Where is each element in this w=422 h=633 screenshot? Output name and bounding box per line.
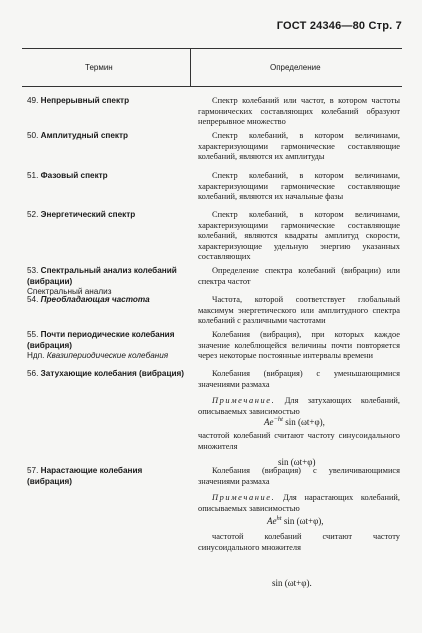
term-57: 57. Нарастающие колебания (вибрация): [27, 466, 143, 486]
page-header: ГОСТ 24346—80 Стр. 7: [276, 20, 402, 32]
definition-52: Спектр колебаний, в котором величинами, характеризующими гармонические составляющие колебаний, являются квадраты амплитуд скорости, характеризующие удельную энергию указанных составляющих: [198, 210, 400, 261]
definition-51: Спектр колебаний, в котором величинами, характеризующими гармонические составляющие колебаний, являются их начальные фазы: [198, 171, 400, 201]
term-54: 54. Преобладающая частота: [27, 295, 150, 304]
definition-55: Колебания (вибрация), при которых каждое значение колеблющейся величины почти повторяется через некоторые постоянные интервалы времени: [198, 330, 400, 360]
term-56: 56. Затухающие колебания (вибрация): [27, 369, 185, 378]
term-51: 51. Фазовый спектр: [27, 171, 108, 180]
column-header-definition: Определение: [270, 63, 321, 72]
definition-49: Спектр колебаний или частот, в котором частоты гармонических составляющих колебаний образуют непрерывное множество: [198, 96, 400, 126]
term-50: 50. Амплитудный спектр: [27, 131, 128, 140]
definition-57: Колебания (вибрация) с увеличивающимися значениями размаха Примечание. Для нарастающих колебаний, описываемых зависимостью: [198, 466, 401, 513]
definition-53: Определение спектра колебаний (вибрации) или спектра частот: [198, 266, 400, 286]
term-49: 49. Непрерывный спектр: [27, 96, 130, 105]
formula-56-main: $Ae^{-ht}$ sin (ωt+φ),: [264, 416, 325, 427]
definition-57-after: частотой колебаний считают частоту синусоидального множителя: [198, 532, 400, 552]
term-55: 55. Почти периодические колебания (вибрация) Ндп. Квазипериодические колебания: [27, 330, 175, 360]
column-header-term: Термин: [85, 63, 113, 72]
definition-50: Спектр колебаний, в котором величинами, характеризующими гармонические составляющие колебаний, являются их амплитуды: [198, 131, 400, 161]
term-52: 52. Энергетический спектр: [27, 210, 136, 219]
definition-56-after: частотой колебаний считают частоту синусоидального множителя: [198, 431, 400, 451]
formula-57-sin: sin (ωt+φ).: [272, 578, 312, 588]
table-top-rule: [22, 48, 402, 49]
formula-57-main: $Ae^{ht}$ sin (ωt+φ),: [267, 515, 324, 526]
column-divider: [190, 48, 191, 86]
term-53: 53. Спектральный анализ колебаний (вибрации) Спектральный анализ: [27, 266, 177, 296]
definition-54: Частота, которой соответствует глобальный максимум энергетического или амплитудного спектра колебаний с различными частотами: [198, 295, 400, 325]
table-header-rule: [22, 86, 402, 87]
formula-56-sin: sin (ωt+φ): [278, 457, 316, 467]
definition-56: Колебания (вибрация) с уменьшающимися значениями размаха Примечание. Для затухающих колебаний, описываемых зависимостью: [198, 369, 401, 416]
